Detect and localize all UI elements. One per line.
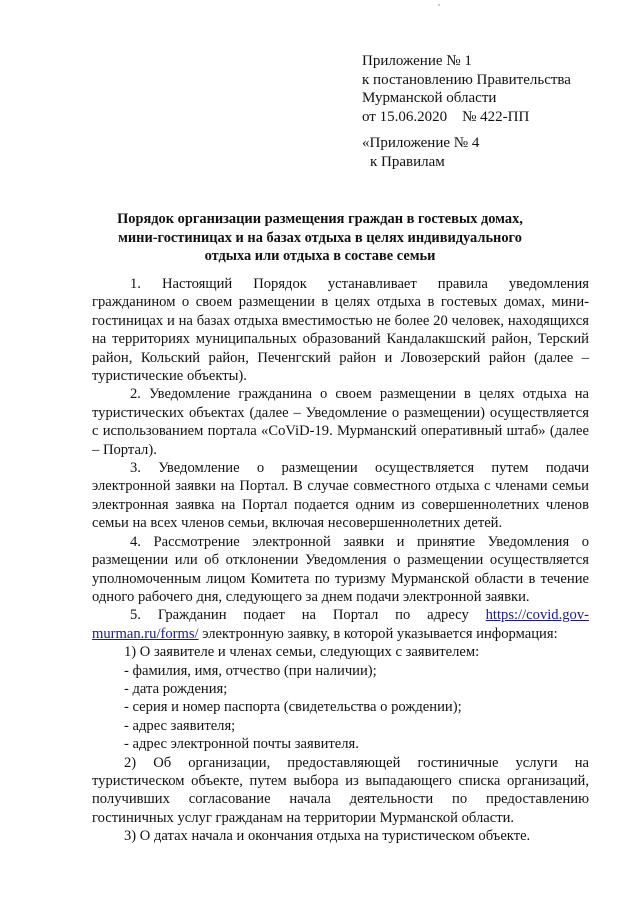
list-subitem-name: - фамилия, имя, отчество (при наличии);: [124, 662, 377, 679]
paragraph-5-text: 5. Гражданин подает на Портал по адресу: [130, 607, 486, 624]
appendix-number: Приложение № 1: [362, 53, 472, 69]
appendix-sub-number: «Приложение № 4: [362, 135, 480, 151]
appendix-region: Мурманской области: [362, 90, 497, 106]
appendix-sub-header: [362, 134, 622, 171]
appendix-date-number: от 15.06.2020 № 422-ПП: [362, 108, 530, 125]
paragraph-5: [92, 606, 589, 643]
appendix-sub-rules: к Правилам: [370, 153, 445, 170]
list-item-organization: 2) Об организации, предоставляющей гостиничные услуги на туристическом объекте, путем выбора из выпадающего списка организаций, получивших согласование начала деятельности по предоставлению гостиничных услуг гражданам на территории Мурманской области.: [92, 754, 589, 826]
appendix-header: [362, 52, 622, 126]
list-subitem-address: - адрес заявителя;: [124, 717, 236, 734]
paragraph-2: 2. Уведомление гражданина о своем размещении в целях отдыха на туристических объектах (далее – Уведомление о размещении) осуществляется с использованием портала «CoViD-19. Мурманский оперативный штаб» (далее – Портал).: [92, 386, 589, 458]
list-item-dates: 3) О датах начала и окончания отдыха на туристическом объекте.: [124, 828, 531, 845]
list-subitem-passport: - серия и номер паспорта (свидетельства о рождении);: [124, 699, 462, 716]
scan-mark: [438, 4, 440, 6]
list-item-applicant: 1) О заявителе и членах семьи, следующих с заявителем:: [124, 644, 480, 661]
document-body: [92, 275, 593, 846]
list-subitem-email: - адрес электронной почты заявителя.: [124, 736, 359, 753]
portal-link[interactable]: https://covid.gov-murman.ru/forms/: [92, 607, 589, 642]
appendix-resolution: к постановлению Правительства: [362, 71, 571, 88]
paragraph-5-text-end: электронную заявку, в которой указывается информация:: [198, 625, 558, 642]
paragraph-4: 4. Рассмотрение электронной заявки и принятие Уведомления о размещении или об отклонении Уведомления о размещении осуществляется уполномоченным лицом Комитета по туризму Мурманской области в течение одного рабочего дня, следующего за днем подачи электронной заявки.: [92, 533, 589, 605]
list-subitem-birthdate: - дата рождения;: [124, 680, 228, 697]
document-title: Порядок организации размещения граждан в гостевых домах, мини-гостиницах и на базах отдыха в целях индивидуального отдыха или отдыха в составе семьи: [117, 211, 523, 264]
paragraph-3: 3. Уведомление о размещении осуществляется путем подачи электронной заявки на Портал. В случае совместного отдыха с членами семьи электронная заявка на Портал подается одним из совершеннолетних членов семьи на всех членов семьи, включая несовершеннолетних детей.: [92, 460, 589, 532]
paragraph-1: 1. Настоящий Порядок устанавливает правила уведомления гражданином о своем размещении в целях отдыха в гостевых домах, мини-гостиницах и на базах отдыха вместимостью не более 20 человек, находящихся на территориях муниципальных образований Кандалакшский район, Терский район, Кольский район, Печенгский район и Ловозерский район (далее –туристические объекты).: [92, 276, 593, 385]
